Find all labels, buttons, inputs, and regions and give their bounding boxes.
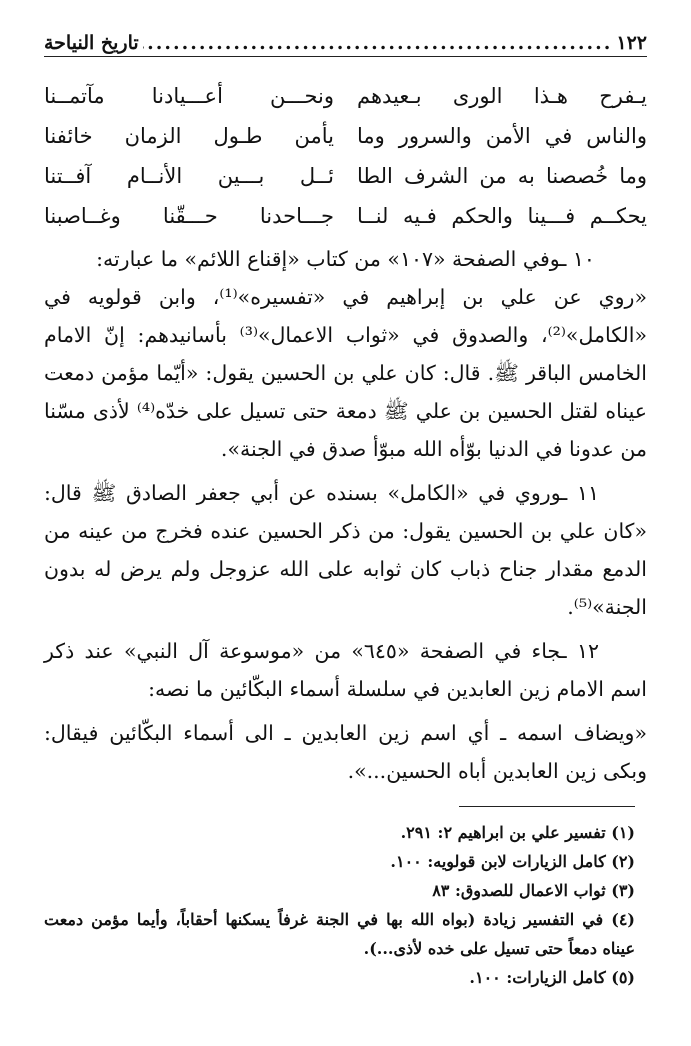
verse-first-hemistich: والناس في الأمن والسرور وما [357, 124, 647, 148]
item-12-quote: «ويضاف اسمه ـ أي اسم زين العابدين ـ الى أسماء البكّائين فيقال: وبكى زين العابدين أباه الحسين...». [44, 721, 647, 783]
footnote-separator [459, 806, 635, 807]
footnote-3: (٣) ثواب الاعمال للصدوق: ٨٣ [432, 881, 635, 900]
verse-second-hemistich: ونحـــن أعـــيادنا مآتمــنا [44, 84, 334, 108]
main-text [44, 240, 647, 790]
item-10-quote: «روي عن علي بن إبراهيم في «تفسيره»⁽¹⁾، وابن قولويه في «الكامل»⁽²⁾، والصدوق في «ثواب الاعمال»⁽³⁾ بأسانيدهم: إنّ الامام الخامس الباقر ﷺ. قال: كان علي بن الحسين يقول: «أيّما مؤمن دمعت عيناه لقتل الحسين بن علي ﷺ دمعة حتى تسيل على خدّه⁽⁴⁾ لأذى مسّنا من عدونا في الدنيا بوّأه الله مبوّأ صدق في الجنة». [44, 285, 648, 461]
verse-second-hemistich: جـــاحدنا حـــقّنا وغــاصبنا [44, 204, 334, 228]
header-leader-dots [143, 32, 613, 54]
poem-verse [44, 156, 647, 196]
footnote-1: (١) تفسير علي بن ابراهيم ٢: ٢٩١. [400, 823, 635, 842]
footnote-4: (٤) في التفسير زيادة (بواه الله بها في الجنة غرفاً يسكنها أحقاباً، وأيما مؤمن دمعت عيناه دمعاً حتى تسيل على خده لأذى...). [44, 910, 635, 958]
verse-second-hemistich: يأمن طـول الزمان خائفنا [44, 124, 334, 148]
running-header [44, 30, 647, 57]
header-title: تاريخ النياحة [44, 32, 139, 54]
verse-first-hemistich: وما خُصصنا به من الشرف الطا [357, 164, 647, 188]
poem-block [44, 76, 647, 236]
verse-first-hemistich: يحكــم فـــينا والحكم فـيه لنــا [357, 204, 647, 228]
verse-first-hemistich: يـفرح هـذا الورى بـعيدهم [357, 84, 647, 108]
poem-verse [44, 196, 647, 236]
page-number: ١٢٢ [616, 32, 647, 54]
poem-verse [44, 116, 647, 156]
item-12-paragraph: ١٢ ـجاء في الصفحة «٦٤٥» من «موسوعة آل النبي» عند ذكر اسم الامام زين العابدين في سلسلة أسماء البكّائين ما نصه: [44, 639, 647, 701]
footnote-5: (٥) كامل الزيارات: ١٠٠. [469, 968, 635, 987]
footnote-2: (٢) كامل الزيارات لابن قولويه: ١٠٠. [390, 852, 635, 871]
item-10-heading: ١٠ ـوفي الصفحة «١٠٧» من كتاب «إقناع اللائم» ما عبارته: [96, 247, 595, 271]
item-11-paragraph: ١١ ـوروي في «الكامل» بسنده عن أبي جعفر الصادق ﷺ قال: «كان علي بن الحسين يقول: من ذكر الحسين عنده فخرج من عينه من الدمع مقدار جناح ذباب كان ثوابه على الله عزوجل ولم يرض له بدون الجنة»⁽⁵⁾. [44, 481, 647, 619]
verse-second-hemistich: ئــل بـــين الأنــام آفــتنا [44, 164, 334, 188]
poem-verse [44, 76, 647, 116]
footnotes [44, 818, 635, 992]
